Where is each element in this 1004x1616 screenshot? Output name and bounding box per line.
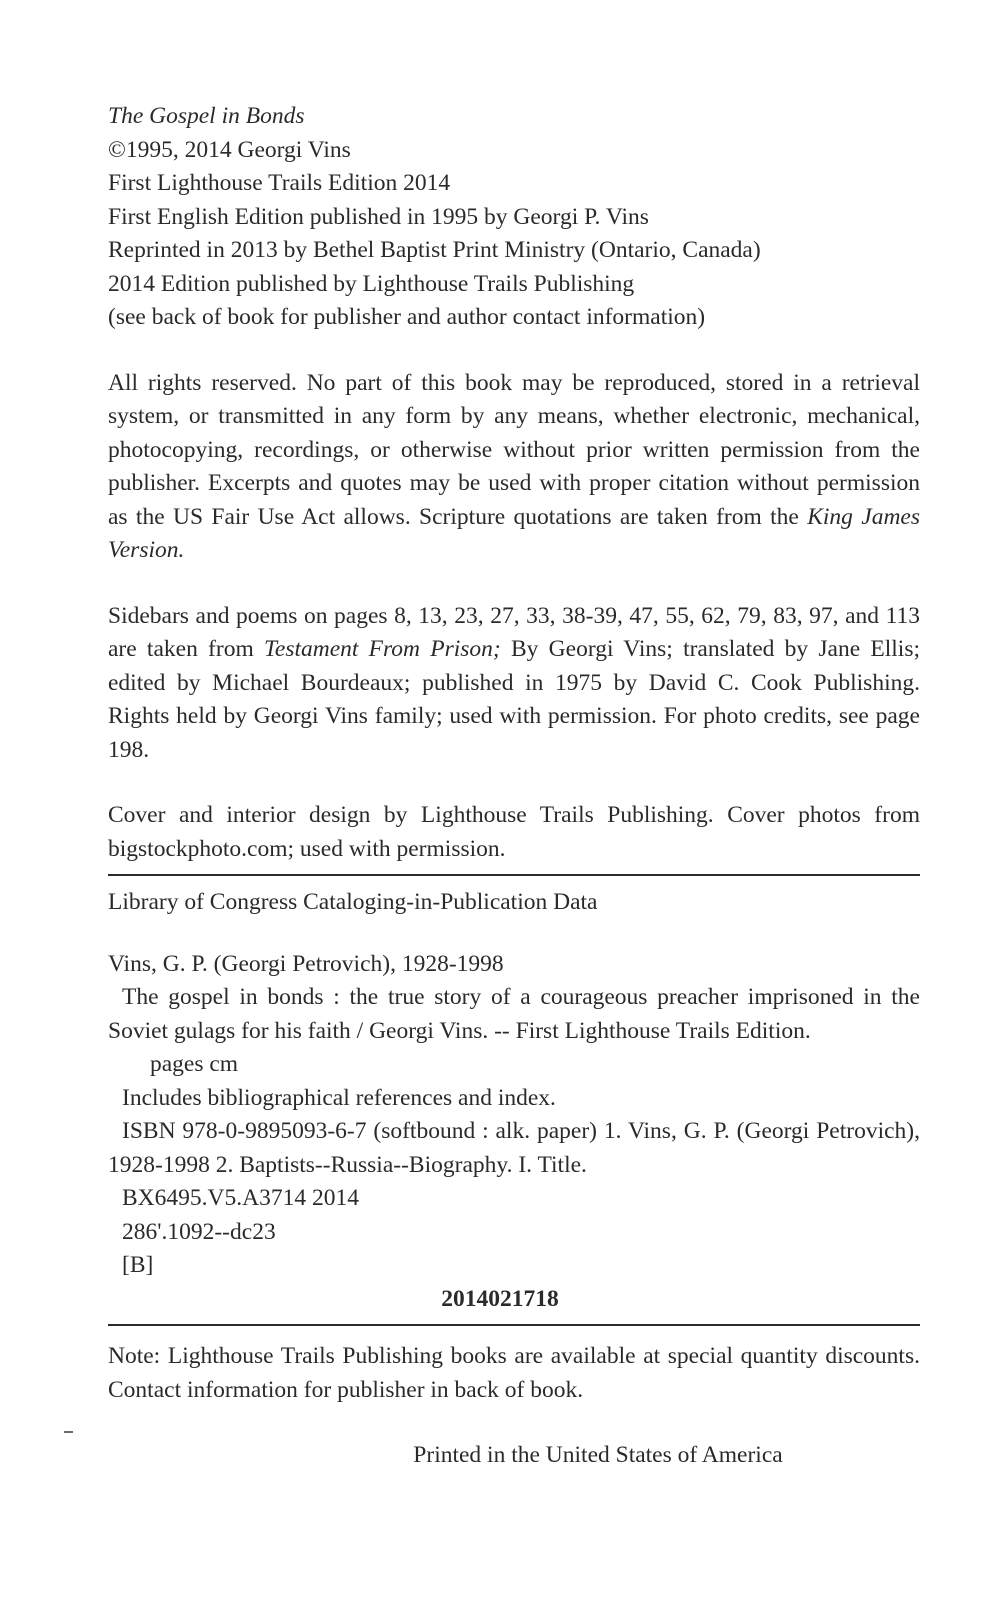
cip-includes: Includes bibliographical references and index. (122, 1084, 556, 1111)
copyright-page (108, 100, 920, 1473)
cip-call-number: BX6495.V5.A3714 2014 (122, 1185, 359, 1211)
cip-isbn: ISBN 978-0-9895093-6-7 (softbound : alk. paper) 1. Vins, G. P. (Georgi Petrovich), 1928-1998 2. Baptists--Russia--Biography. I. Title. (108, 1118, 920, 1178)
cip-author: Vins, G. P. (Georgi Petrovich), 1928-1998 (108, 950, 504, 977)
imprint-line: ©1995, 2014 Georgi Vins (108, 136, 351, 163)
sidebars-text-after: By Georgi Vins; translated by Jane Ellis; edited by Michael Bourdeaux; published in 1975 by David C. Cook Publishing. Rights held by Georgi Vins family; used with permission. For photo credits, see page 198. (108, 636, 920, 763)
imprint-line: Reprinted in 2013 by Bethel Baptist Print Ministry (Ontario, Canada) (108, 237, 761, 263)
note-paragraph: Note: Lighthouse Trails Publishing books are available at special quantity discounts. Contact information for publisher in back of book. (108, 1343, 920, 1403)
cip-lccn: 2014021718 (441, 1285, 559, 1312)
cip-code: [B] (122, 1252, 154, 1278)
cip-bottom-rule (108, 1324, 920, 1326)
cip-block (108, 886, 920, 1316)
imprint-line: (see back of book for publisher and author contact information) (108, 304, 706, 330)
cip-top-rule (108, 874, 920, 876)
imprint-line: 2014 Edition published by Lighthouse Trails Publishing (108, 270, 635, 297)
book-title: The Gospel in Bonds (108, 103, 305, 129)
sidebars-paragraph (108, 600, 920, 768)
rights-text: All rights reserved. No part of this book may be reproduced, stored in a retrieval system, or transmitted in any form by any means, whether electronic, mechanical, photocopying, recordings, or otherwise without prior written permission from the publisher. Excerpts and quotes may be used with proper citation without permission as the US Fair Use Act allows. Scripture quotations are taken from the (108, 369, 920, 530)
imprint-line: First English Edition published in 1995 by Georgi P. Vins (108, 203, 649, 230)
margin-mark (64, 1431, 73, 1433)
cip-pages: pages cm (150, 1051, 239, 1077)
cip-dewey: 286'.1092--dc23 (122, 1218, 276, 1245)
imprint-block (108, 100, 920, 335)
rights-paragraph (108, 367, 920, 568)
sidebars-source: Testament From Prison; (263, 636, 501, 662)
cip-title-statement: The gospel in bonds : the true story of a courageous preacher imprisoned in the Soviet gulags for his faith / Georgi Vins. -- First Lighthouse Trails Edition. (108, 984, 920, 1044)
printed-in: Printed in the United States of America (413, 1442, 783, 1468)
design-paragraph: Cover and interior design by Lighthouse Trails Publishing. Cover photos from bigstockphoto.com; used with permission. (108, 802, 920, 862)
sidebars-text-before: Sidebars and poems on pages 8, 13, 23, 27, 33, 38-39, 47, 55, 62, 79, 83, 97, and 113 are taken from (108, 602, 920, 662)
imprint-line: First Lighthouse Trails Edition 2014 (108, 170, 451, 196)
bible-version: King James Version. (108, 503, 920, 563)
cip-header: Library of Congress Cataloging-in-Publication Data (108, 889, 598, 915)
